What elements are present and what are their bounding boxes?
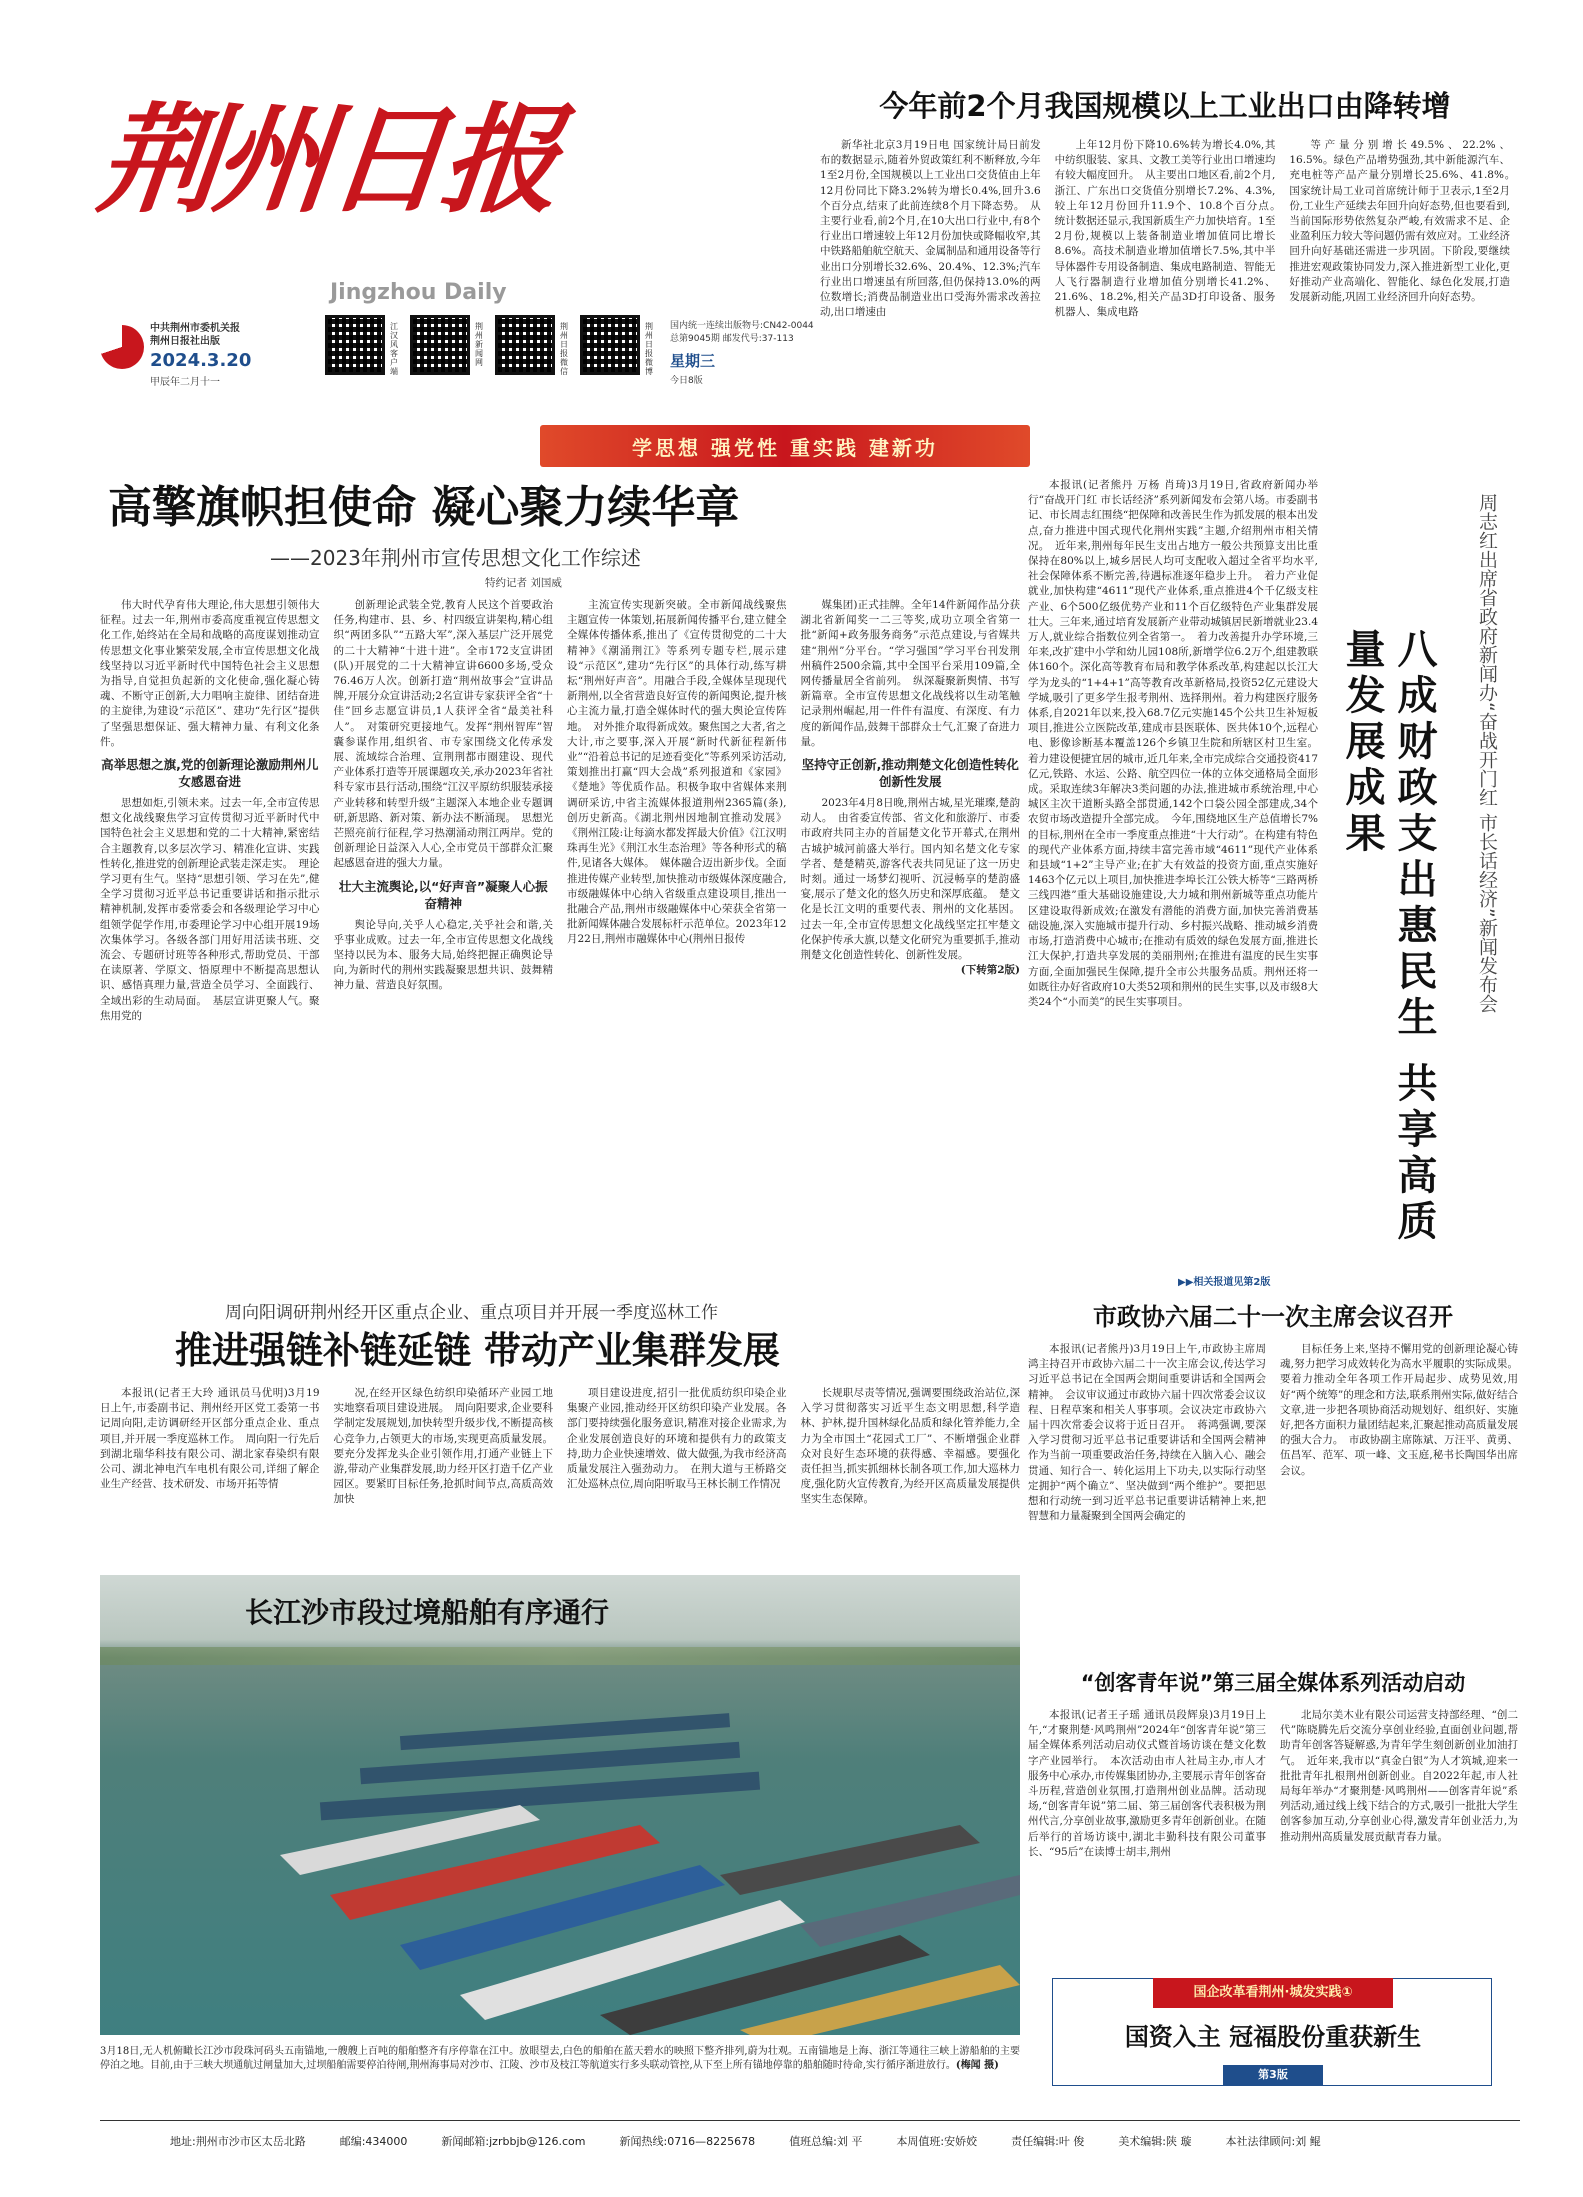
qr-code-4[interactable] xyxy=(580,315,640,375)
photo-block xyxy=(100,1575,1020,2115)
footer xyxy=(100,2120,1520,2160)
issue-date: 2024.3.20 xyxy=(150,350,252,371)
mid-col-3: 项目建设进度,招引一批优质纺织印染企业集聚产业园,推动经开区纺织印染产业发展。各部门要持续强化服务意识,精准对接企业需求,为企业发展创造良好的环境和提供有力的政策支持,助力企业快速增效、做大做强,为我市经济高质量发展注入强劲动力。 在荆大道与王桥路交汇处巡林点位,周向阳听取马王林长制工作情况 xyxy=(567,1387,787,1491)
photo-caption: 3月18日,无人机俯瞰长江沙市段珠河码头五南锚地,一艘艘上百吨的船舶整齐有序停靠在江中。放眼望去,白色的船舶在蓝天碧水的映照下整齐排列,蔚为壮观。五南锚地是上海、浙江等通往三峡上游船舶的主要停泊之地。目前,由于三峡大坝通航过闸量加大,过坝船舶需要停泊待闸,荆州海事局对沙市、江陵、沙市及枝江等航道实行多头联动管控,从下至上所有锚地停靠的船舶随时待命,实行循序渐进放行。(梅闻 摄) xyxy=(100,2046,1020,2071)
footer-duty: 本周值班:安娇姣 xyxy=(896,2134,978,2148)
cppcc-title: 市政协六届二十一次主席会议召开 xyxy=(1093,1303,1453,1331)
mid-col-1: 本报讯(记者王大玲 通讯员马优明)3月19日上午,市委副书记、荆州经开区党工委第一书记周向阳,走访调研经开区部分重点企业、重点项目,并开展一季度巡林工作。 周向阳一行先后到湖北瑞华科技有限公司、湖北家春染织有限公司、湖北神电汽车电机有限公司,详细了解企业生产经营、技术研发、市场开拓等情 xyxy=(100,1387,320,1491)
teaser-title: 国资入主 冠福股份重获新生 xyxy=(1124,2023,1422,2051)
ships-illustration xyxy=(100,1575,1020,2035)
masthead xyxy=(92,40,820,388)
banner-text: 学思想 强党性 重实践 建新功 xyxy=(632,435,938,460)
photo-title: 长江沙市段过境船舶有序通行 xyxy=(245,1596,610,1629)
logo-english: Jingzhou Daily xyxy=(330,280,507,305)
photo-credit: (梅闻 摄) xyxy=(955,2060,999,2071)
publisher-line-1: 中共荆州市委机关报 xyxy=(150,323,240,334)
logo-emblem-icon xyxy=(100,325,144,369)
footer-email[interactable]: 新闻邮箱:jzrbbjb@126.com xyxy=(441,2134,586,2148)
cppcc-col-1: 本报讯(记者熊丹)3月19日上午,市政协主席周鸿主持召开市政协六届二十一次主席会议,传达学习习近平总书记在全国两会期间重要讲话和全国两会精神。 会议审议通过市政协六届十四次常委会议议程、日程草案和相关人事事项。会议决定市政协六届十四次常委会议将于近日召开。 蒋鸿强调,要深入学习贯彻习近平总书记重要讲话和全国两会精神作为当前一项重要政治任务,持续在入脑入心、融会贯通、知行合一、转化运用上下功夫,以实际行动坚定拥护“两个确立”、坚决做到“两个维护”。要把思想和行动统一到习近平总书记重要讲话精神上来,把智慧和力量凝聚到全国两会确定的 xyxy=(1028,1343,1266,1523)
qr-code-2[interactable] xyxy=(410,315,470,375)
mid-col-2: 况,在经开区绿色纺织印染循环产业园工地实地察看项目建设进展。 周向阳要求,企业要科学制定发展规划,加快转型升级步伐,不断提高核心竞争力,占领更大的市场,实现更高质量发展。要充分发挥龙头企业引领作用,打通产业链上下游,带动产业集群发展,助力经开区打造千亿产业园区。要紧盯目标任务,抢抓时间节点,高质高效加快 xyxy=(333,1387,553,1506)
right-story-title: 八成财政支出惠民生 共享高质量发展成果 xyxy=(1339,628,1437,1246)
qr-label-2: 荆州新闻网 xyxy=(475,322,483,367)
footer-editor: 责任编辑:叶 俊 xyxy=(1011,2134,1085,2148)
top-story xyxy=(820,88,1521,423)
footer-legal: 本社法律顾问:刘 鲲 xyxy=(1225,2134,1321,2148)
lead-story xyxy=(100,480,1020,1290)
news-photo xyxy=(100,1575,1020,2035)
youth-col-2: 北局尔美木业有限公司运营支持部经理、“创二代”陈晓腾先后交流分享创业经验,直面创业问题,帮助青年创客答疑解惑,为青年学生刻创新创业加油打气。 近年来,我市以“真金白银”为人才筑城,迎来一批批青年扎根荆州创新创业。自2022年起,市人社局每年举办“才聚荆楚·风鸣荆州——创客青年说”系列活动,通过线上线下结合的方式,吸引一批批大学生创客参加互动,分享创业心得,激发青年创业活力,为推动荆州高质量发展贡献青春力量。 xyxy=(1280,1709,1518,1843)
mid-story xyxy=(100,1298,1020,1568)
right-story-more-link[interactable]: ▶▶相关报道见第2版 xyxy=(1178,1277,1271,1288)
lead-col-4: 媒集团)正式挂牌。全年14件新闻作品分获湖北省新闻奖一二三等奖,成功立项全省第一批“新闻+政务服务商务”示范点建设,与省媒共建“荆州”分平台。“学习强国”学习平台刊发荆州稿件2500余篇,其中全国平台采用109篇,全网传播量居全省前列。 纵深凝聚新舆情、书写新篇章。全市宣传思想文化战线将以生动笔触记录荆州崛起,用一件件有温度、有深度、有力度的新闻作品,鼓舞干部群众士气,汇聚了奋进力量。 坚持守正创新,推动荆楚文化创造性转化创新性发展 2023年4月8日晚,荆州古城,星光璀璨,楚韵动人。 由省委宣传部、省文化和旅游厅、市委市政府共同主办的首届楚文化节开幕式,在荆州古城护城河前盛大举行。国内知名楚文化专家学者、楚楚精英,游客代表共同见证了这一历史时刻。通过一场梦幻视听、沉浸畅享的楚韵盛宴,展示了楚文化的悠久历史和深厚底蕴。 楚文化是长江文明的重要代表、荆州的文化基因。过去一年,全市宣传思想文化战线坚定扛牢楚文化保护传承大旗,以楚文化研究为重要抓手,推动荆楚文化创造性转化、创新性发展。 (下转第2版) xyxy=(801,598,1021,1288)
qr-code-3[interactable] xyxy=(495,315,555,375)
top-story-title: 今年前2个月我国规模以上工业出口由降转增 xyxy=(879,89,1451,123)
right-story-kicker: 周志红出席省政府新闻办“奋战开门红 市长话经济”新闻发布会 xyxy=(1476,493,1498,1013)
footer-hotline: 新闻热线:0716—8225678 xyxy=(619,2134,756,2148)
footer-art-editor: 美术编辑:陕 璇 xyxy=(1118,2134,1192,2148)
teaser-page: 第3版 xyxy=(1223,2065,1323,2085)
lead-story-subtitle: ——2023年荆州市宣传思想文化工作综述 xyxy=(270,546,641,570)
lead-subhead-2: 壮大主流舆论,以“好声音”凝聚人心振奋精神 xyxy=(338,878,548,911)
campaign-banner xyxy=(540,425,1030,467)
weekday: 星期三 xyxy=(670,352,716,370)
logo: 荆州日报 xyxy=(92,90,564,229)
qr-label-1: 江汉风客户端 xyxy=(390,322,398,376)
teaser-box[interactable] xyxy=(1052,1978,1492,2086)
cppcc-col-2: 目标任务上来,坚持不懈用党的创新理论凝心铸魂,努力把学习成效转化为高水平履职的实际成果。要着力推动全年各项工作开局起步、成势见效,用好“两个统筹”的理念和方法,联系荆州实际,做好结合文章,进一步把各项协商活动规划好、组织好、实施好,把各方面积力量团结起来,汇聚起推动高质量发展的强大合力。 市政协副主席陈斌、万汪平、黄勇、伍昌军、范军、项一峰、文玉庭,秘书长陶国华出席会议。 xyxy=(1280,1343,1518,1477)
right-story xyxy=(1028,478,1518,1288)
youth-col-1: 本报讯(记者王子瑶 通讯员段辉泉)3月19日上午,“才聚荆楚·风鸣荆州”2024年“创客青年说”第三届全媒体系列活动启动仪式暨首场访谈在楚文化数字产业园举行。 本次活动由市人社局主办,市人才服务中心承办,市传媒集团协办,主要展示青年创客奋斗历程,营造创业氛围,打造荆州创业品牌。活动现场,“创客青年说”第二届、第三届创客代表积极为荆州代言,分享创业故事,激励更多青年创新创业。在随后举行的首场访谈中,湖北丰勤科技有限公司董事长、“95后”在读博士胡丰,荆州 xyxy=(1028,1709,1266,1858)
cppcc-story xyxy=(1028,1300,1518,1660)
lead-continue-note[interactable]: (下转第2版) xyxy=(960,964,1020,977)
teaser-tag: 国企改革看荆州·城发实践① xyxy=(1153,1978,1393,2008)
publisher-line-2: 荆州日报社出版 xyxy=(150,336,220,347)
top-story-col-1: 新华社北京3月19日电 国家统计局日前发布的数据显示,随着外贸政策红利不断释放,今年1至2月份,全国规模以上工业出口交货值由上年12月份同比下降3.2%转为增长0.4%,回升3.6个百分点,结束了此前连续8个月下降态势。 从主要行业看,前2个月,在10大出口行业中,有8个行业出口增速较上年12月份加快或降幅收窄,其中铁路船舶航空航天、金属制品和通用设备等行业出口分别增长32.6%、20.4%、12.3%;汽车行业出口增速虽有所回落,但仍保持13.0%的两位数增长;消费品制造业出口受海外需求改善拉动,出口增速由 xyxy=(820,139,1041,319)
lead-col-2: 创新理论武装全党,教育人民这个首要政治任务,构建市、县、乡、村四级宣讲架构,精心组织“两团多队”“五路大军”,深入基层广泛开展党的二十大精神“十进十进”。全市172支宣讲团(队)开展党的二十大精神宣讲6600多场,受众76.46万人次。创新打造“荆州故事会”宣讲品牌,开展分众宣讲活动;2名宣讲专家获评全省“十佳”回乡志愿宣讲员,1人获评全省“最美社科人”。 对策研究更接地气。发挥“荆州智库”智囊参谋作用,组织省、市专家围绕文化传承发展、流域综合治理、宣荆荆都市圈建设、现代产业体系打造等开展课题攻关,承办2023年省社科专家市县行活动,围绕“江汉平原纺织服装承接产业转移和转型升级”主题深入本地企业专题调研,新思路、新对策、新办法不断涌现。 思想光芒照亮前行征程,学习热潮涌动荆江两岸。党的创新理论日益深入人心,全市党员干部群众汇聚起感恩奋进的强大力量。 壮大主流舆论,以“好声音”凝聚人心振奋精神 舆论导向,关乎人心稳定,关乎社会和谐,关乎事业成败。过去一年,全市宣传思想文化战线坚持以民为本、服务大局,始终把握正确舆论导向,为新时代的荆州实践凝聚思想共识、鼓舞精神力量、营造良好氛围。 xyxy=(333,599,553,992)
mid-story-title: 推进强链补链延链 带动产业集群发展 xyxy=(175,1329,780,1372)
lead-col-1: 伟大时代孕育伟大理论,伟大思想引领伟大征程。过去一年,荆州市委高度重视宣传思想文化工作,始终站在全局和战略的高度谋划推动宣传思想文化事业繁荣发展,全市宣传思想文化战线坚持以习近平新时代中国特色社会主义思想为指导,自觉担负起新的文化使命,强化凝心铸魂、不断守正创新,大力唱响主旋律、团结奋进的主旋律,为建设“示范区”、建功“先行区”提供了坚强思想保证、强大精神力量、有利文化条件。 高举思想之旗,党的创新理论激励荆州儿女感恩奋进 思想如炬,引领未来。过去一年,全市宣传思想文化战线聚焦学习宣传贯彻习近平新时代中国特色社会主义思想和党的二十大精神,紧密结合主题教育,以多层次学习、精准化宣讲、实践性转化,推进党的创新理论武装走深走实。 理论学习更有生气。坚持“思想引领、学习在先”,健全学习贯彻习近平总书记重要讲话和指示批示精神机制,发挥市委常委会和各级理论学习中心组领学促学作用,市委理论学习中心组开展19场次集体学习。各级各部门用好用活读书班、交流会、专题研讨班等各种形式,帮助党员、干部在读原著、学原文、悟原理中不断提高思想认识、感悟真理力量,营造全员学习、全面践行、全域出彩的生动局面。 基层宣讲更聚人气。聚焦用党的 xyxy=(100,599,320,1022)
lead-col-3: 主流宣传实现新突破。全市新闻战线聚焦主题宣传一体策划,拓展新闻传播平台,建立健全全媒体传播体系,推出了《宣传贯彻党的二十大精神》《潮涌荆江》等系列专题专栏,展示建设“示范区”,建功“先行区”的具体行动,练写耕耘“荆州好声音”。用融合手段,全媒体呈现现代新荆州,以全省营造良好宣传的新闻舆论,提升核心主流力量,打造全媒体时代的强大舆论宣传阵地。 对外推介取得新成效。聚焦国之大者,省之大计,市之要事,深入开展“新时代新征程新伟业”“沿着总书记的足迹看变化”等系列采访活动,策划推出打赢“四大会战”系列报道和《家园》《楚地》等优质作品。积极争取中省媒体来荆调研采访,中省主流媒体报道荆州2365篇(条),创历史新高。《湖北荆州因地制宜推动发展》《荆州江陵:让每滴水都发挥最大价值》《江汉明珠再生光》《荆江水生态治理》等各种形式的稿件,见诸各大媒体。 媒体融合迈出新步伐。全面推进传媒产业转型,加快推动市级媒体深度融合,市级融媒体中心纳入省级重点建设项目,推出一批融合产品,荆州市级融媒体中心荣获全省第一批新闻媒体融合发展标杆示范单位。2023年12月22日,荆州市融媒体中心(荆州日报传 xyxy=(567,599,787,946)
lead-story-title: 高擎旗帜担使命 凝心聚力续华章 xyxy=(108,482,740,533)
footer-chief-editor: 值班总编:刘 平 xyxy=(789,2134,863,2148)
mid-col-4: 长规职尽责等情况,强调要围绕政治站位,深入学习贯彻落实习近平生态文明思想,科学造林、护林,提升国林绿化品质和绿化管养能力,全力为全市国土“花园式工厂”、不断增强企业群众对良好生态环境的获得感、幸福感。要强化责任担当,抓实抓细林长制各项工作,加大巡林力度,强化防火宣传教育,为经开区高质量发展提供坚实生态保障。 xyxy=(800,1387,1020,1506)
footer-address: 地址:荆州市沙市区太岳北路 xyxy=(170,2134,306,2148)
top-story-col-3: 等产量分别增长49.5%、22.2%、16.5%。绿色产品增势强劲,其中新能源汽车、充电桩等产品产量分别增长25.6%、41.8%。 国家统计局工业司首席统计师于卫表示,1至2月份,工业生产延续去年回升向好态势,但也要看到,当前国际形势依然复杂严峻,有效需求不足、企业盈利压力较大等问题仍需有效应对。工业经济回升向好基础还需进一步巩固。下阶段,要继续推进宏观政策协同发力,深入推进新型工业化,更好推动产业高端化、智能化、绿色化发展,打造发展新动能,巩固工业经济回升向好态势。 xyxy=(1289,139,1521,304)
right-story-more-text: 相关报道见第2版 xyxy=(1193,1277,1271,1288)
mid-story-kicker: 周向阳调研荆州经开区重点企业、重点项目并开展一季度巡林工作 xyxy=(225,1303,718,1323)
right-story-body: 本报讯(记者熊丹 万杨 肖琦)3月19日,省政府新闻办举行“奋战开门红 市长话经济”系列新闻发布会第八场。市委副书记、市长周志红围绕“把保障和改善民生作为抓发展的根本出发点,奋力推进中国式现代化荆州实践”主题,介绍荆州市相关情况。 近年来,荆州每年民生支出占地方一般公共预算支出比重保持在80%以上,城乡居民人均可支配收入超过全省平均水平,社会保障体系不断完善,待遇标准逐年稳步上升。 着力产业促就业,加快构建“4611”现代产业体系,重点推进4个千亿级支柱产业、6个500亿级优势产业和11个百亿级特色产业集群发展壮大。三年来,通过培育发展新产业带动城镇居民新增就业23.4万人,就业综合指数位列全省第一。 着力改善提升办学环境,三年来,改扩建中小学和幼儿园108所,新增学位6.2万个,组建教联体160个。深化高等教育布局和教学体系改革,构建起以长江大学为龙头的“1+4+1”高等教育改革新格局,投资52亿元建设大学城,吸引了更多学生报考荆州、选择荆州。着力构建医疗服务体系,自2021年以来,投入68.7亿元实施145个公共卫生补短板项目,推进公立医院改革,建成市县医联体、医共体10个,远程心电、影像诊断基本覆盖126个乡镇卫生院和所辖区村卫生室。着力建设便捷宜居的城市,近几年来,全市完成综合交通投资417亿元,铁路、水运、公路、航空四位一体的立体交通格局全面形成。采取连续3年解决3类问题的办法,推进城市系统治理,中心城区主次干道断头路全部贯通,142个口袋公园全部建成,34个农贸市场改造提升全部完成。 今年,围绕地区生产总值增长7%的目标,荆州在全市一季度重点推进“十大行动”。在构建有特色的现代产业体系方面,持续丰富完善市域“4611”现代产业体系和县域“1+2”主导产业;在扩大有效益的投资方面,重点实施好1463个亿元以上项目,加快推进李埠长江公铁大桥等“三路两桥三线四港”重大基础设施建设,大力城和荆州新城等重点功能片区建设取得新成效;在激发有潜能的消费方面,加快完善消费基础设施,深入实施城市提升行动、乡村振兴战略、推动城乡消费市场,打造消费中心城市;在推动有质效的绿色发展方面,推进长江大保护,打造共享发展的美丽荆州;在推进有温度的民生实事方面,全面加强民生保障,提升全市公共服务品质。荆州还将一如既往办好省政府10大类52项和荆州的民生实事,以及市级8大类24个“小而美”的民生实事项目。 xyxy=(1028,479,1318,1008)
lunar-date: 甲辰年二月十一 xyxy=(150,377,220,388)
total-issue: 总第9045期 邮发代号:37-113 xyxy=(670,334,794,344)
qr-label-3: 荆州日报微信 xyxy=(560,322,568,376)
lead-subhead-1: 高举思想之旗,党的创新理论激励荆州儿女感恩奋进 xyxy=(101,757,319,790)
cn-number: 国内统一连续出版物号:CN42-0044 xyxy=(670,321,814,331)
youth-story xyxy=(1028,1668,1518,1968)
lead-story-byline: 特约记者 刘国威 xyxy=(485,577,562,589)
top-story-col-2: 上年12月份下降10.6%转为增长4.0%,其中纺织服装、家具、文教工美等行业出口增速均有较大幅度回升。 从主要出口地区看,前2个月,浙江、广东出口交货值分别增长7.2%、4.3%,较上年12月份回升11.9个、10.8个百分点。 统计数据还显示,我国新质生产力加快培育。1至2月份,规模以上装备制造业增加值同比增长8.6%。高技术制造业增加值增长7.5%,其中半导体器件专用设备制造、集成电路制造、智能无人飞行器制造行业增加值分别增长41.2%、21.6%、18.2%,相关产品3D打印设备、服务机器人、集成电路 xyxy=(1054,139,1286,319)
youth-title: “创客青年说”第三届全媒体系列活动启动 xyxy=(1080,1671,1466,1695)
qr-code-1[interactable] xyxy=(325,315,385,375)
lead-subhead-3: 坚持守正创新,推动荆楚文化创造性转化创新性发展 xyxy=(801,757,1019,790)
page-count: 今日8版 xyxy=(670,376,703,386)
qr-label-4: 荆州日报微博 xyxy=(645,322,653,376)
footer-zip: 邮编:434000 xyxy=(339,2134,408,2148)
